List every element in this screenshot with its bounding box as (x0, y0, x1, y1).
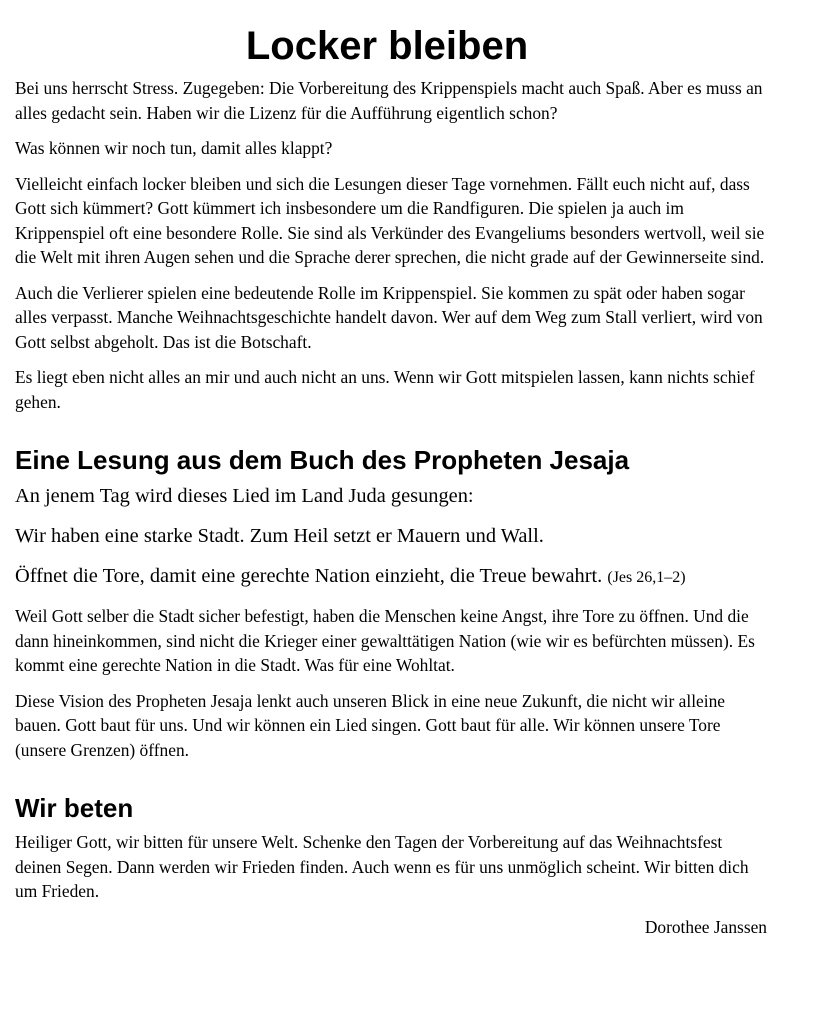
commentary-paragraph-2: Diese Vision des Propheten Jesaja lenkt auch unseren Blick in eine neue Zukunft, die nicht wir alleine bauen. Gott baut für uns. Und wir können ein Lied singen. Gott baut für alle. Wir können unsere Tore (unsere Grenzen) öffnen. (15, 690, 726, 760)
intro-paragraph-5: Es liegt eben nicht alles an mir und auch nicht an uns. Wenn wir Gott mitspielen lassen, kann nichts schief gehen. (15, 367, 755, 412)
document-page (15, 18, 767, 939)
intro-paragraph-4: Auch die Verlierer spielen eine bedeutende Rolle im Krippenspiel. Sie kommen zu spät oder haben sogar alles verpasst. Manche Weihnachtsgeschichte handelt davon. Wer auf dem Weg zum Stall verliert, wird von Gott selbst abgeholt. Das ist die Botschaft. (15, 282, 763, 352)
author-signature: Dorothee Janssen (644, 916, 767, 937)
bible-reference: (Jes 26,1–2) (607, 569, 686, 586)
reading-line-1: An jenem Tag wird dieses Lied im Land Juda gesungen: (15, 485, 474, 507)
prayer-heading: Wir beten (15, 793, 134, 823)
reading-heading: Eine Lesung aus dem Buch des Propheten Jesaja (15, 445, 630, 475)
prayer-text: Heiliger Gott, wir bitten für unsere Welt. Schenke den Tagen der Vorbereitung auf das Weihnachtsfest deinen Segen. Dann werden wir Frieden finden. Auch wenn es für uns unmöglich scheint. Wir bitten dich um Frieden. (15, 832, 749, 901)
page-title: Locker bleiben (245, 24, 529, 68)
intro-paragraph-1: Bei uns herrscht Stress. Zugegeben: Die Vorbereitung des Krippenspiels macht auch Spaß. Aber es muss an alles gedacht sein. Haben wir die Lizenz für die Aufführung eigentlich schon? (15, 78, 763, 123)
commentary-paragraph-1: Weil Gott selber die Stadt sicher befestigt, haben die Menschen keine Angst, ihre Tore zu öffnen. Und die dann hineinkommen, sind nicht die Krieger einer gewalttätigen Nation (wie wir es befürchten müssen). Es kommt eine gerechte Nation in die Stadt. Was für eine Wohltat. (15, 606, 755, 675)
reading-line-3 (15, 562, 767, 592)
reading-line-2: Wir haben eine starke Stadt. Zum Heil setzt er Mauern und Wall. (15, 525, 544, 547)
intro-paragraph-3: Vielleicht einfach locker bleiben und sich die Lesungen dieser Tage vornehmen. Fällt euch nicht auf, dass Gott sich kümmert? Gott kümmert ich insbesondere um die Randfiguren. Die spielen ja auch im Krippenspiel oft eine besondere Rolle. Sie sind als Verkünder des Evangeliums besonders wertvoll, weil sie die Welt mit ihren Augen sehen und die Sprache derer sprechen, die nicht grade auf der Gewinnerseite sind. (15, 173, 765, 267)
intro-paragraph-2: Was können wir noch tun, damit alles klappt? (15, 138, 333, 158)
reading-line-3-text: Öffnet die Tore, damit eine gerechte Nation einzieht, die Treue bewahrt. (15, 565, 603, 587)
